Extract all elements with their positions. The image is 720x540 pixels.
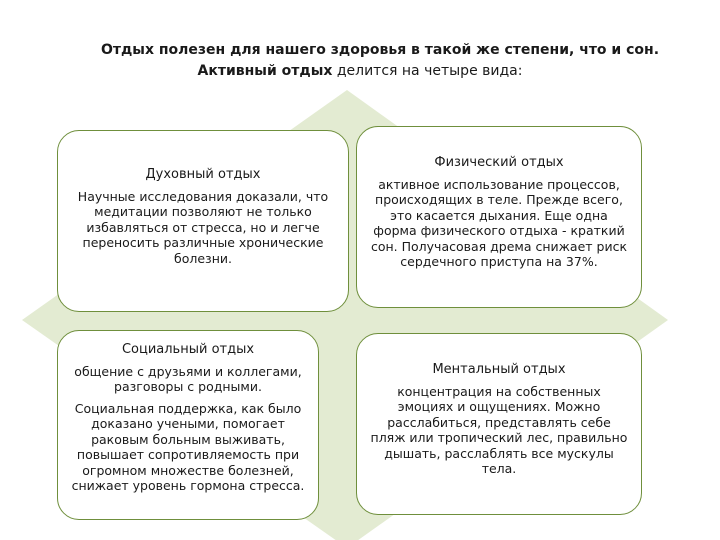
card-mental-rest	[356, 333, 642, 515]
card-text: концентрация на собственных эмоциях и ощущениях. Можно расслабиться, представлять себе пляж или тропический лес, правильно дышать, расслаблять все мускулы тела.	[370, 383, 628, 476]
card-title: Духовный отдых	[145, 167, 261, 182]
card-text: Социальная поддержка, как было доказано учеными, помогает раковым больным выживать, повышает сопротивляемость при огромном множестве болезней, снижает уровень гормона стресса.	[71, 400, 305, 493]
card-text: общение с друзьями и коллегами, разговоры с родными.	[74, 363, 302, 394]
header-active-rest: Активный отдых	[197, 63, 333, 79]
header-line-2-rest: делится на четыре вида:	[332, 63, 523, 79]
card-social-rest	[57, 330, 319, 520]
header-line-1: Отдых полезен для нашего здоровья в такой же степени, что и сон.	[100, 42, 660, 58]
card-physical-rest	[356, 126, 642, 308]
card-spiritual-rest	[57, 130, 349, 312]
page-header	[0, 40, 720, 82]
card-title: Социальный отдых	[121, 342, 255, 357]
card-title: Ментальный отдых	[432, 362, 566, 377]
header-line-2	[0, 61, 720, 82]
card-text: активное использование процессов, происходящих в теле. Прежде всего, это касается дыхания. Еще одна форма физического отдыха - краткий сон. Получасовая дрема снижает риск сердечного приступа на 37%.	[370, 176, 627, 269]
card-text: Научные исследования доказали, что медитации позволяют не только избавляться от стресса, но и легче переносить различные хронические болезни.	[77, 188, 329, 266]
card-title: Физический отдых	[434, 155, 564, 170]
